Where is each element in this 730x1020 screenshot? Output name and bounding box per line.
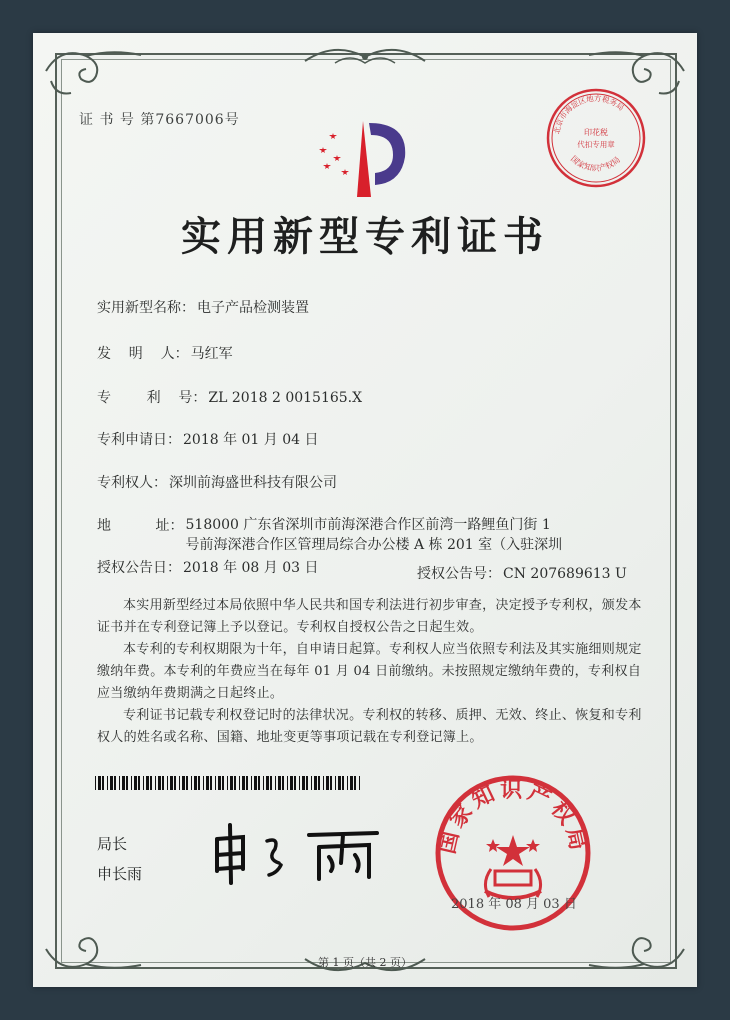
barcode-bar (318, 776, 320, 790)
body-paragraph-3: 专利证书记载专利权登记时的法律状况。专利权的转移、质押、无效、终止、恢复和专利权人的姓名或名称、国籍、地址变更等事项记载在专利登记簿上。 (97, 708, 642, 745)
barcode-bar (254, 776, 257, 790)
barcode-bar (146, 776, 149, 790)
filing-date-label: 专利申请日： (97, 432, 181, 448)
barcode-bar (186, 776, 188, 790)
filing-date-value: 2018 年 01 月 04 日 (183, 432, 319, 448)
barcode-bar (302, 776, 305, 790)
seal-date: 2018 年 08 月 03 日 (451, 897, 577, 912)
barcode-bar (251, 776, 252, 790)
barcode (95, 775, 363, 789)
barcode-bar (95, 776, 96, 790)
barcode-bar (275, 776, 276, 790)
barcode-bar (282, 776, 284, 790)
barcode-bar (323, 776, 324, 790)
patent-number-label: 专 利 号： (97, 390, 207, 406)
certificate-title: 实用新型专利证书 (181, 213, 549, 260)
barcode-bar (350, 776, 353, 790)
utility-model-name-value: 电子产品检测装置 (197, 300, 309, 316)
barcode-bar (162, 776, 164, 790)
barcode-bar (194, 776, 197, 790)
signature-title: 局长 (97, 835, 128, 853)
certificate-number (79, 109, 240, 129)
barcode-bar (266, 776, 269, 790)
barcode-bar (167, 776, 168, 790)
barcode-bar (306, 776, 308, 790)
barcode-bar (239, 776, 240, 790)
barcode-bar (155, 776, 156, 790)
national-emblem-seal-icon (433, 773, 593, 937)
certificate-number-suffix: 号 (224, 112, 240, 128)
utility-model-name-label: 实用新型名称： (97, 300, 195, 316)
barcode-bar (330, 776, 332, 790)
patentee-row (97, 472, 337, 492)
barcode-bar (218, 776, 221, 790)
signatory-name: 申长雨 (97, 865, 143, 883)
barcode-bar (246, 776, 248, 790)
seal-text: 国家知识产权局 (435, 777, 591, 857)
tax-stamp-outer-text: 北京市海淀区地方税务局 (552, 93, 626, 135)
grant-date-label: 授权公告日： (97, 560, 181, 576)
barcode-bar (206, 776, 209, 790)
grant-date-row (97, 557, 319, 577)
barcode-bar (242, 776, 245, 790)
corner-ornament-bottom-right (579, 919, 689, 979)
address-line-1: 518000 广东省深圳市前海深港合作区前湾一路鲤鱼门街 1 (185, 517, 551, 533)
barcode-bar (287, 776, 288, 790)
tax-stamp-inner-text-2: 代扣专用章 (577, 140, 615, 149)
certificate-paper (33, 33, 697, 987)
barcode-bar (143, 776, 144, 790)
barcode-bar (102, 776, 104, 790)
barcode-bar (107, 776, 108, 790)
corner-ornament-bottom-left (41, 919, 151, 979)
barcode-bar (134, 776, 137, 790)
handwritten-signature (209, 819, 399, 893)
barcode-bar (222, 776, 224, 790)
address-line-2: 号前海深港合作区管理局综合办公楼 A 栋 201 室（入驻深圳 (185, 537, 563, 553)
top-center-ornament (295, 39, 435, 73)
grant-number-row (417, 563, 627, 583)
barcode-bar (122, 776, 125, 790)
barcode-bar (150, 776, 152, 790)
inventor-label: 发 明 人： (97, 346, 189, 362)
barcode-bar (179, 776, 180, 790)
barcode-bar (338, 776, 341, 790)
barcode-bar (182, 776, 185, 790)
patent-number-value: ZL 2018 2 0015165.X (208, 390, 363, 406)
barcode-bar (258, 776, 260, 790)
barcode-bar (326, 776, 329, 790)
barcode-bar (270, 776, 272, 790)
inventor-value: 马红军 (190, 346, 233, 362)
barcode-bar (263, 776, 264, 790)
body-paragraph-2: 本专利的专利权期限为十年，自申请日起算。专利权人应当依照专利法及其实施细则规定缴纳年费。本专利的年费应当在每年 01 月 04 日前缴纳。未按照规定缴纳年费的，专利权自应当缴纳年费期满之日起终止。 (97, 642, 642, 701)
barcode-bar (354, 776, 356, 790)
barcode-bar (278, 776, 281, 790)
barcode-bar (131, 776, 132, 790)
barcode-bar (234, 776, 236, 790)
barcode-bar (314, 776, 317, 790)
barcode-bar (215, 776, 216, 790)
barcode-bar (110, 776, 113, 790)
barcode-bar (158, 776, 161, 790)
barcode-bar (98, 776, 101, 790)
barcode-bar (294, 776, 296, 790)
barcode-bar (114, 776, 116, 790)
certificate-number-value: 7667006 (155, 112, 225, 128)
barcode-bar (210, 776, 212, 790)
patent-office-logo-icon (313, 113, 413, 207)
certificate-number-label: 证 书 号 第 (79, 112, 156, 128)
barcode-bar (335, 776, 336, 790)
grant-number-value: CN 207689613 U (503, 566, 627, 582)
barcode-bar (174, 776, 176, 790)
barcode-bar (170, 776, 173, 790)
tax-stamp-inner-text-1: 印花税 (584, 128, 608, 137)
page-number: 第 1 页（共 2 页） (318, 956, 412, 969)
barcode-bar (311, 776, 312, 790)
barcode-bar (347, 776, 348, 790)
barcode-bar (191, 776, 192, 790)
grant-date-value: 2018 年 08 月 03 日 (183, 560, 319, 576)
barcode-bar (198, 776, 200, 790)
grant-number-label: 授权公告号： (417, 566, 501, 582)
barcode-bar (203, 776, 204, 790)
barcode-bar (119, 776, 120, 790)
tax-stamp-bottom-text: 国家知识产权局 (568, 154, 622, 173)
barcode-bar (227, 776, 228, 790)
filing-date-row (97, 429, 319, 449)
patentee-label: 专利权人： (97, 475, 167, 491)
patent-number-row (97, 387, 362, 407)
barcode-bar (290, 776, 293, 790)
barcode-bar (342, 776, 344, 790)
body-paragraph-1: 本实用新型经过本局依照中华人民共和国专利法进行初步审查，决定授予专利权，颁发本证书并在专利登记簿上予以登记。专利权自授权公告之日起生效。 (97, 598, 642, 635)
inventor-row (97, 343, 233, 363)
barcode-bar (126, 776, 128, 790)
tax-stamp-seal (541, 83, 651, 197)
barcode-bar (299, 776, 300, 790)
barcode-bar (230, 776, 233, 790)
address-label: 地 址： (97, 518, 184, 534)
address-row (97, 515, 562, 555)
patentee-value: 深圳前海盛世科技有限公司 (169, 475, 337, 491)
corner-ornament-top-left (41, 41, 151, 101)
utility-model-name-row (97, 297, 309, 317)
address-value (186, 515, 563, 555)
barcode-bar (359, 776, 360, 790)
barcode-bar (138, 776, 140, 790)
